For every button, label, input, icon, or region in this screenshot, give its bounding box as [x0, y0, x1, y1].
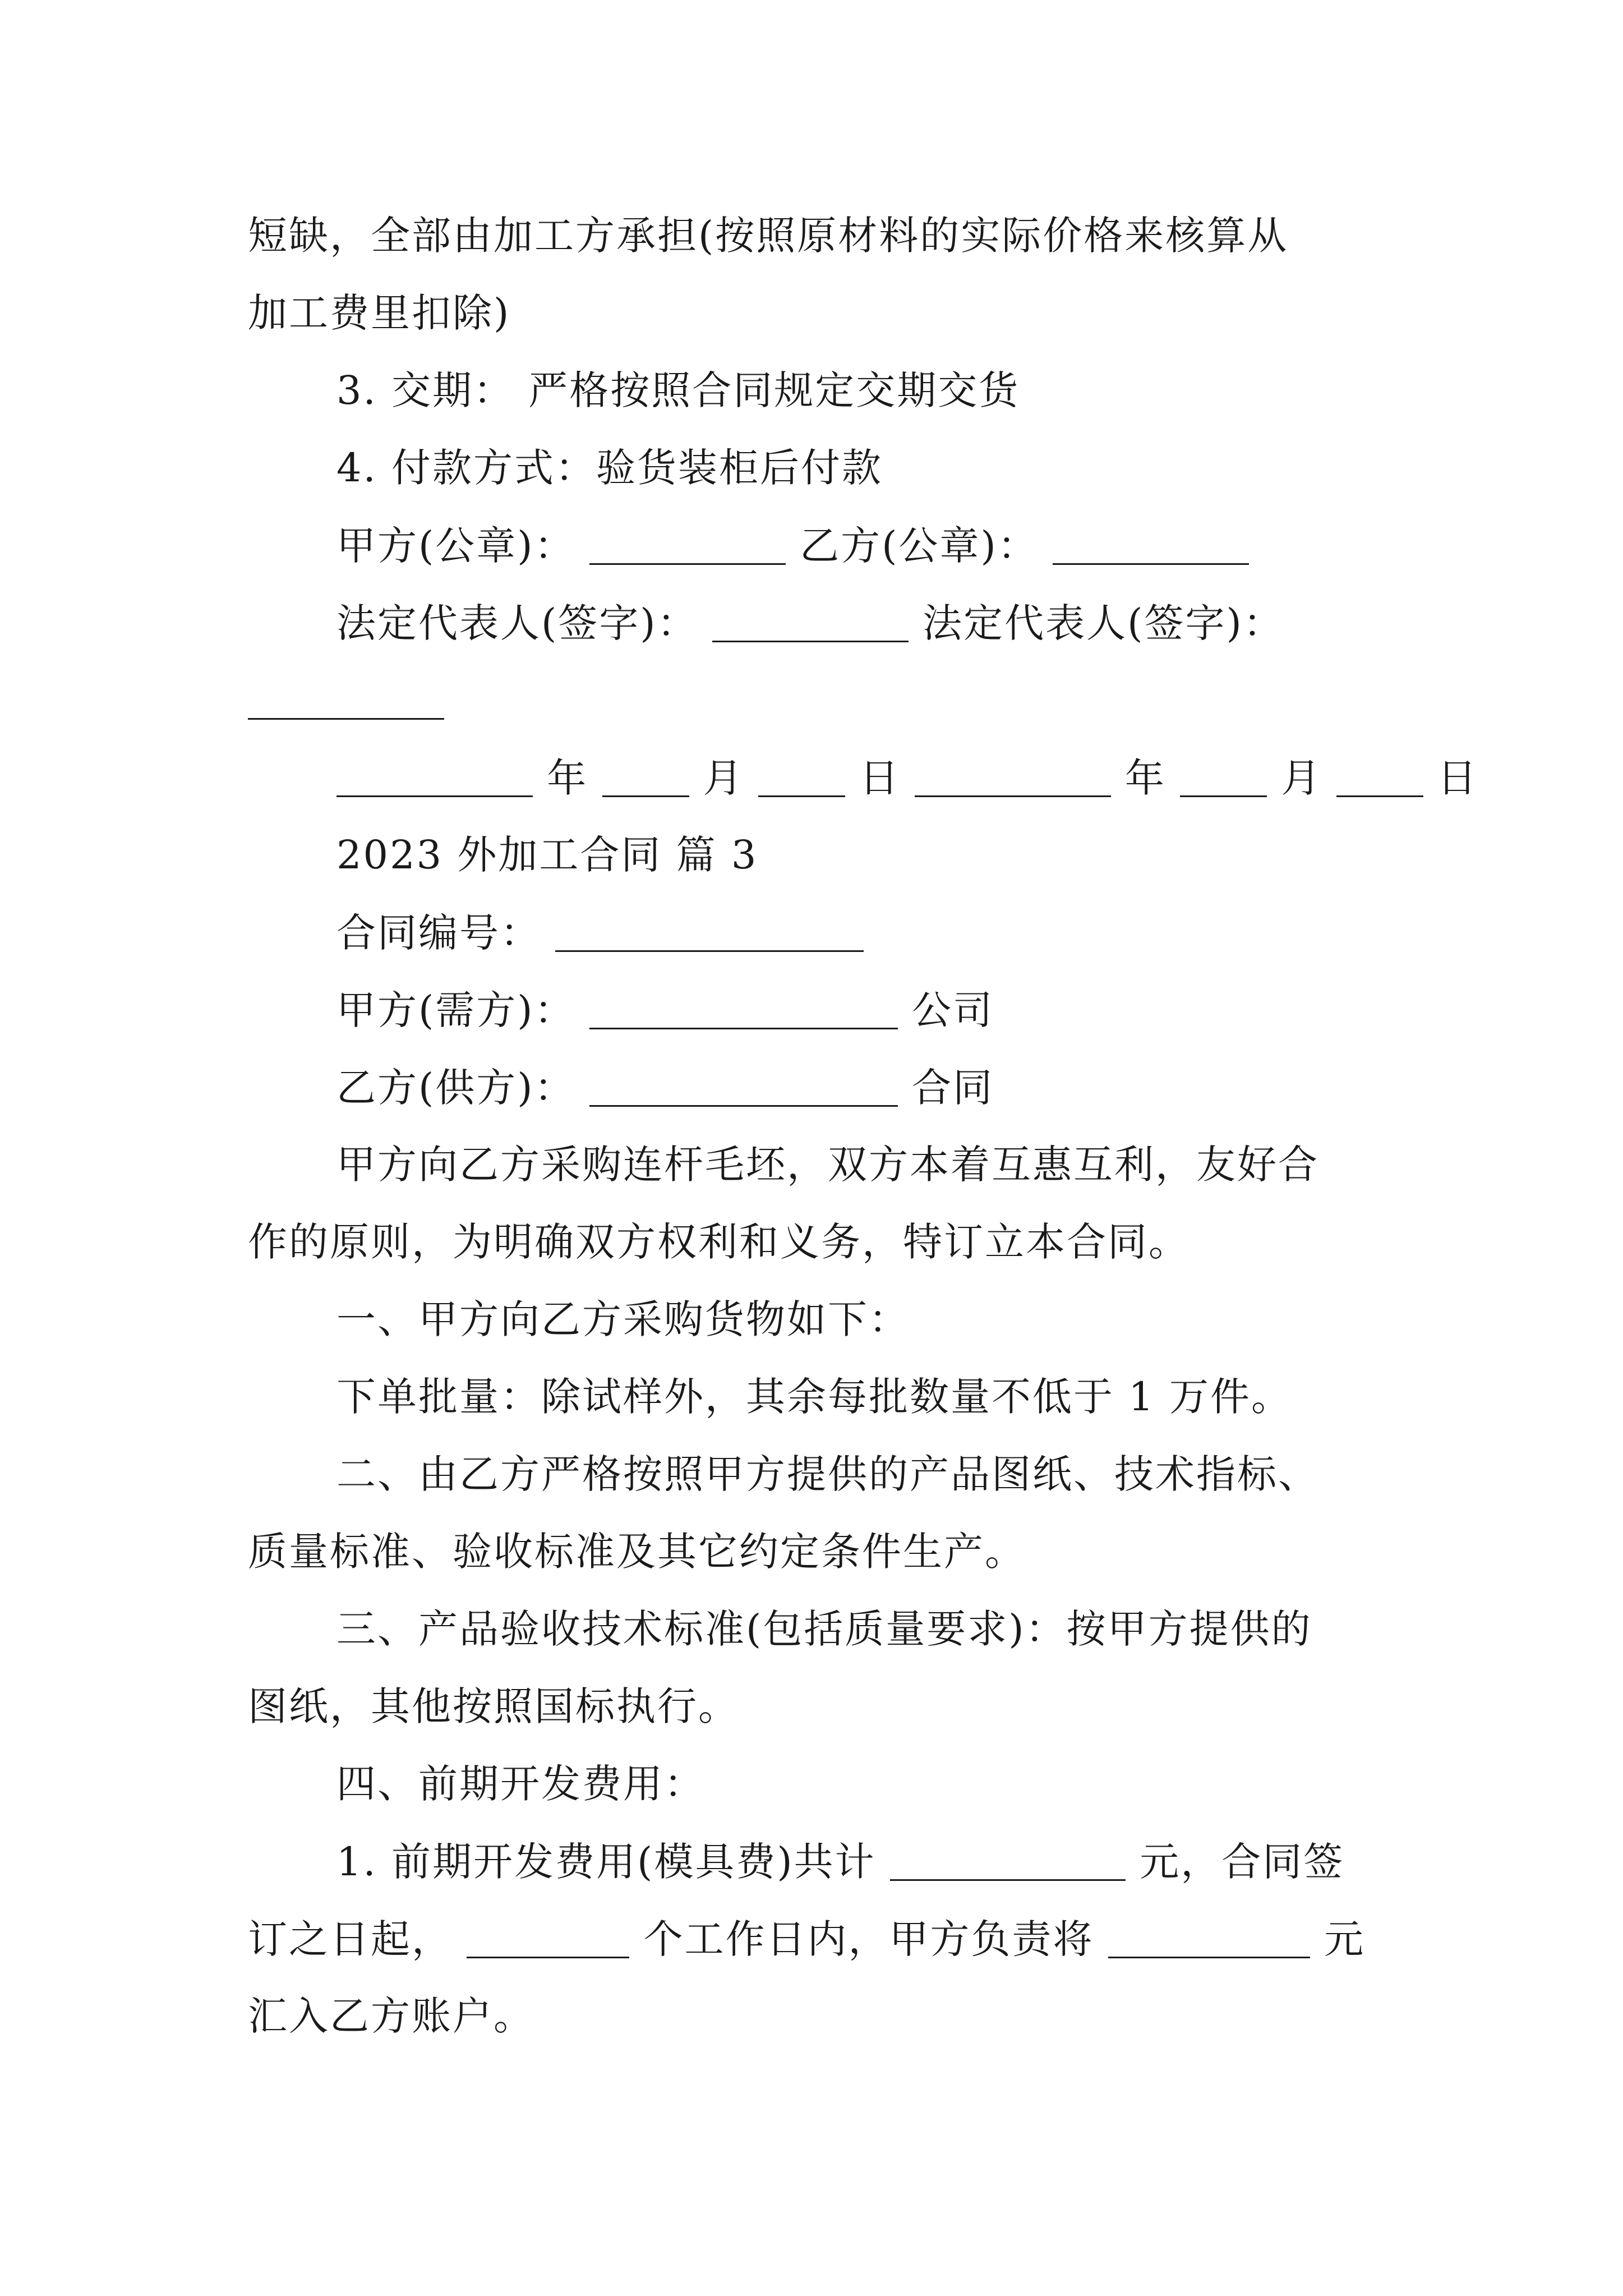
- party-b-label: 乙方(供方)：: [336, 1065, 575, 1111]
- text: 短缺，全部由加工方承担(按照原材料的实际价格来核算从: [248, 213, 1289, 259]
- party-a-seal-blank: [589, 524, 786, 565]
- text: 订之日起，: [248, 1916, 453, 1962]
- party-a-seal-label: 甲方(公章)：: [336, 523, 575, 569]
- clause-2: [336, 1447, 1319, 1501]
- paragraph-line: [248, 1525, 1026, 1579]
- month-label: 月: [1281, 755, 1322, 801]
- clause-1-detail: [336, 1370, 1292, 1424]
- text: 元: [1324, 1916, 1366, 1962]
- paragraph-line: [248, 1912, 1365, 1966]
- paragraph-line: [248, 1680, 739, 1733]
- text: 三、产品验收技术标准(包括质量要求)：按甲方提供的: [336, 1606, 1312, 1652]
- text: 下单批量：除试样外，其余每批数量不低于 1 万件。: [336, 1374, 1293, 1420]
- text: 4. 付款方式：验货装柜后付款: [336, 445, 883, 491]
- day-blank: [758, 756, 845, 797]
- year-label: 年: [547, 755, 588, 801]
- text: 3. 交期： 严格按照合同规定交期交货: [336, 367, 1020, 413]
- section-title: [336, 828, 758, 882]
- contract-no-label: 合同编号：: [336, 910, 541, 956]
- day-label: 日: [1437, 755, 1478, 801]
- clause-4-1: [336, 1834, 1344, 1888]
- text: 加工费里扣除): [248, 290, 511, 336]
- party-b-seal-label: 乙方(公章)：: [800, 523, 1039, 569]
- contract-number-line: [336, 905, 864, 959]
- representative-line: [336, 596, 1284, 650]
- year-blank: [336, 756, 533, 797]
- month-label: 月: [703, 755, 744, 801]
- clause-4: [336, 1757, 705, 1811]
- day-blank: [1336, 756, 1423, 797]
- text: 个工作日内，甲方负责将: [643, 1916, 1094, 1962]
- year-label: 年: [1124, 755, 1166, 801]
- party-a-line: [336, 983, 994, 1037]
- workday-blank: [467, 1917, 629, 1958]
- text: 2023 外加工合同 篇 3: [336, 832, 758, 878]
- dev-fee-blank: [890, 1840, 1126, 1881]
- month-blank: [1180, 756, 1267, 797]
- text: 质量标准、验收标准及其它约定条件生产。: [248, 1529, 1026, 1575]
- party-b-rep-blank: [248, 679, 444, 720]
- payment-term: [336, 441, 883, 495]
- party-b-suffix: 合同: [912, 1065, 994, 1111]
- text: 甲方向乙方采购连杆毛坯，双方本着互惠互利，友好合: [336, 1142, 1319, 1188]
- seal-line: [336, 518, 1249, 572]
- party-b-seal-blank: [1053, 524, 1249, 565]
- party-a-label: 甲方(需方)：: [336, 987, 575, 1033]
- month-blank: [602, 756, 689, 797]
- paragraph-line: [248, 1215, 1189, 1269]
- text: 作的原则，为明确双方权利和义务，特订立本合同。: [248, 1219, 1189, 1265]
- party-b-blank: [589, 1066, 898, 1107]
- text: 汇入乙方账户。: [248, 1993, 534, 2039]
- day-label: 日: [859, 755, 901, 801]
- text: 元，合同签: [1140, 1839, 1345, 1885]
- amount-blank: [1108, 1917, 1310, 1958]
- text: 四、前期开发费用：: [336, 1761, 705, 1807]
- party-a-rep-label: 法定代表人(签字)：: [336, 600, 698, 646]
- contract-no-blank: [555, 911, 864, 952]
- clause-1: [336, 1292, 910, 1346]
- text: 1. 前期开发费用(模具费)共计: [336, 1839, 876, 1885]
- text: 二、由乙方严格按照甲方提供的产品图纸、技术指标、: [336, 1451, 1319, 1497]
- representative-blank-line: [248, 673, 444, 727]
- paragraph-line: [248, 209, 1288, 263]
- party-a-suffix: 公司: [912, 987, 994, 1033]
- year-blank: [915, 756, 1111, 797]
- paragraph-line: [248, 286, 510, 340]
- paragraph-line: [248, 1989, 534, 2043]
- party-b-line: [336, 1060, 994, 1114]
- party-a-blank: [589, 988, 898, 1029]
- clause-3: [336, 1602, 1312, 1656]
- text: 图纸，其他按照国标执行。: [248, 1683, 739, 1729]
- party-b-rep-label: 法定代表人(签字)：: [923, 600, 1284, 646]
- party-a-rep-blank: [712, 601, 909, 642]
- delivery-term: [336, 364, 1020, 417]
- text: 一、甲方向乙方采购货物如下：: [336, 1296, 910, 1342]
- paragraph-line: [336, 1138, 1319, 1191]
- date-line: [336, 751, 1478, 804]
